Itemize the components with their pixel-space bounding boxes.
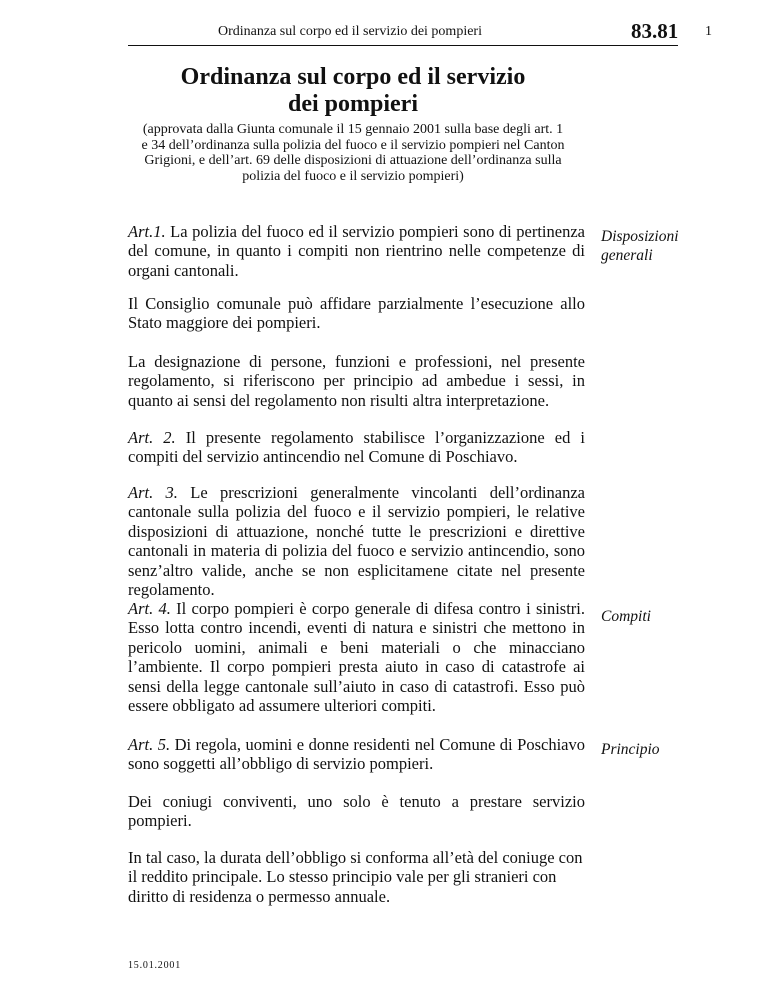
margin-note-compiti: Compiti <box>601 608 651 625</box>
paragraph-text: Il corpo pompieri è corpo generale di difesa contro i sinistri. Esso lotta contro incendi, eventi di natura e sinistri che mettono in pericolo uomini, animali e beni materiali o che minacciano l’ambiente. Il corpo pompieri presta aiuto in caso di catastrofe ai sensi della legge cantonale sull’aiuto in caso di catastrofi. Esso può essere obbligato ad assumere ulteriori compiti. <box>128 599 585 716</box>
title-line: Ordinanza sul corpo ed il servizio <box>180 64 526 90</box>
approval-line: e 34 dell’ordinanza sulla polizia del fuoco e il servizio pompieri nel Canton <box>141 137 565 153</box>
paragraph-text: Il Consiglio comunale può affidare parzialmente l’esecuzione allo Stato maggiore dei pompieri. <box>128 294 585 333</box>
paragraph-art-5 <box>128 735 585 774</box>
article-label: Art. 5. <box>128 735 171 754</box>
paragraph <box>128 352 585 410</box>
approval-line: (approvata dalla Giunta comunale il 15 gennaio 2001 sulla base degli art. 1 <box>142 122 564 137</box>
header-rule <box>128 45 678 46</box>
paragraph-text: Il presente regolamento stabilisce l’organizzazione ed i compiti del servizio antincendio nel Comune di Poschiavo. <box>128 428 585 467</box>
document-code: 83.81 <box>631 19 679 43</box>
approval-note <box>128 122 578 184</box>
paragraph-text: La polizia del fuoco ed il servizio pompieri sono di pertinenza del comune, in quanto i compiti non rientrino nelle competenze di organi cantonali. <box>128 222 585 280</box>
paragraph-text: In tal caso, la durata dell’obbligo si conforma all’età del coniuge con il reddito principale. Lo stesso principio vale per gli stranieri con diritto di residenza o permesso annuale. <box>128 848 583 906</box>
article-label: Art. 4. <box>128 599 171 618</box>
approval-line: polizia del fuoco e il servizio pompieri) <box>242 168 464 184</box>
paragraph-art-2 <box>128 428 585 467</box>
article-label: Art. 2. <box>128 428 176 447</box>
paragraph-text: Le prescrizioni generalmente vincolanti dell’ordinanza cantonale sulla polizia del fuoco e il servizio pompieri, le relative disposizioni di attuazione, nonché tutte le prescrizioni e direttive cantonali in materia di polizia del fuoco e servizio antincendio, sono senz’altro valide, anche se non esplicitamene citate nel presente regolamento. <box>128 483 585 600</box>
paragraph-art-4 <box>128 599 585 715</box>
paragraph-art-1 <box>128 222 585 280</box>
margin-note-disposizioni-generali: Disposizioni generali <box>601 228 679 265</box>
paragraph <box>128 792 585 831</box>
margin-note-principio: Principio <box>601 741 660 758</box>
running-title: Ordinanza sul corpo ed il servizio dei pompieri <box>218 24 482 39</box>
paragraph <box>128 294 585 333</box>
title-line: dei pompieri <box>288 91 418 117</box>
paragraph <box>128 848 585 906</box>
footer-date: 15.01.2001 <box>128 960 181 971</box>
paragraph-text: La designazione di persone, funzioni e professioni, nel presente regolamento, si riferiscono per principio ad ambedue i sessi, in quanto ai sensi del regolamento non risulti altra interpretazione. <box>128 352 585 410</box>
approval-line: Grigioni, e dell’art. 69 delle disposizioni di attuazione dell’ordinanza sulla <box>144 153 562 168</box>
article-label: Art.1. <box>128 222 166 241</box>
page-number: 1 <box>705 24 712 39</box>
paragraph-text: Dei coniugi conviventi, uno solo è tenuto a prestare servizio pompieri. <box>128 792 585 831</box>
document-title <box>128 64 578 118</box>
paragraph-art-3 <box>128 483 585 599</box>
paragraph-text: Di regola, uomini e donne residenti nel Comune di Poschiavo sono soggetti all’obbligo di servizio pompieri. <box>128 735 585 774</box>
article-label: Art. 3. <box>128 483 178 502</box>
